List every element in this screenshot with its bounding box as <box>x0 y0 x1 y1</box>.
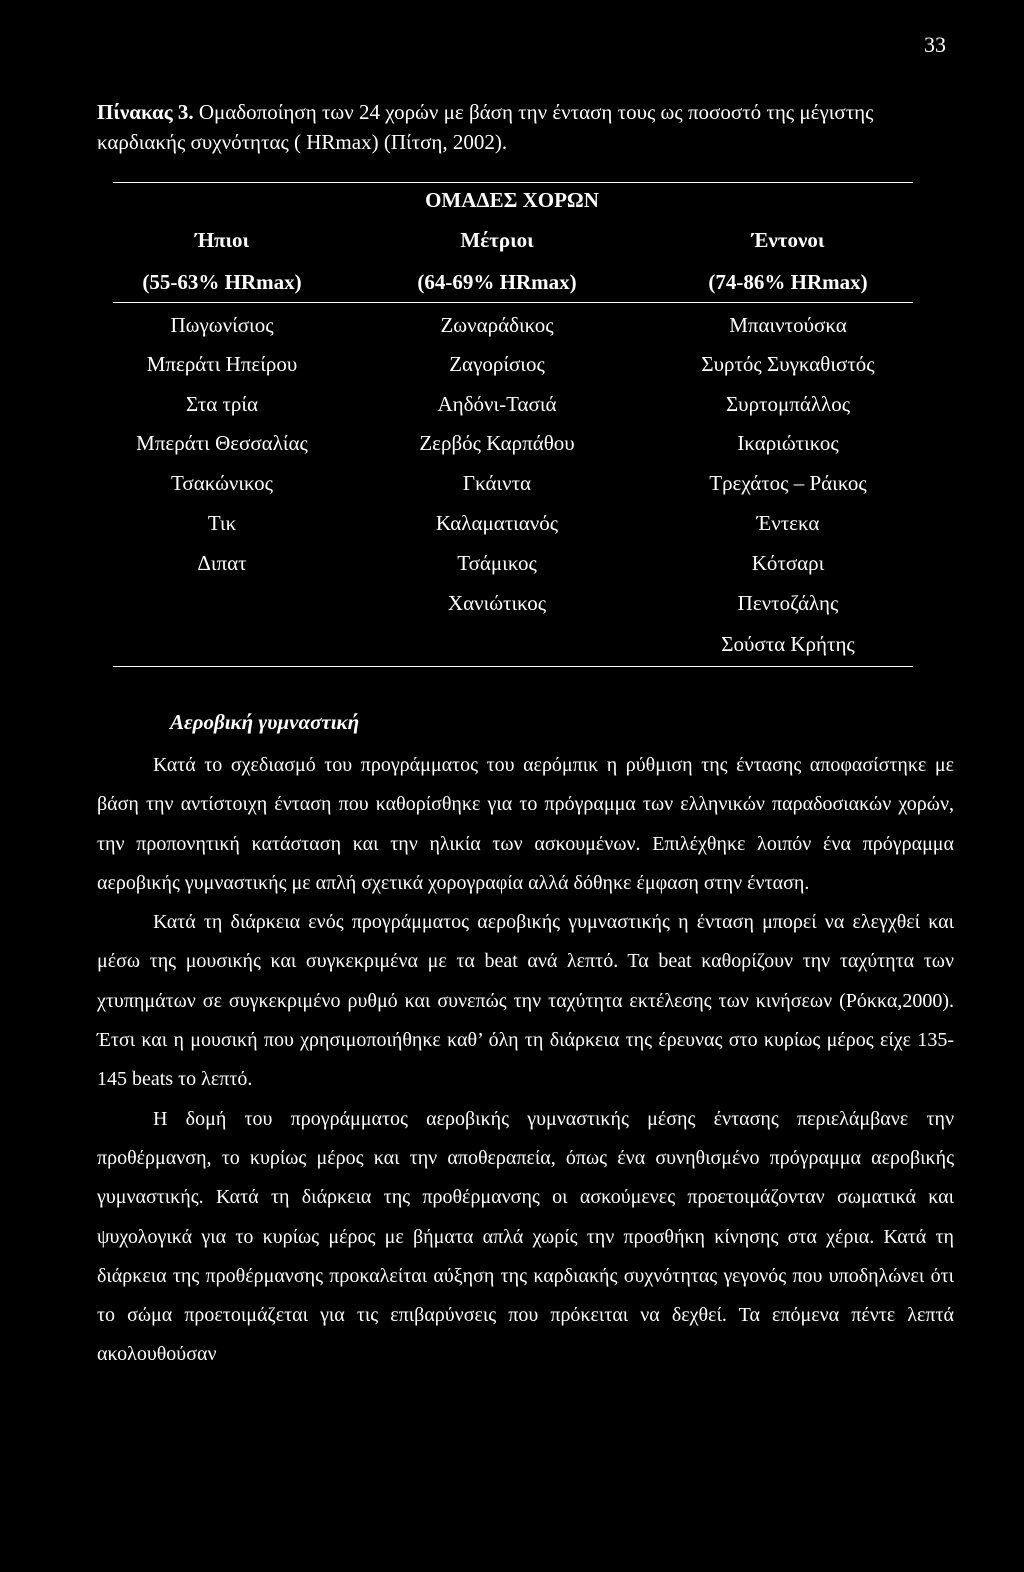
section-heading: Αεροβική γυμναστική <box>170 710 360 734</box>
column-range-mild: (55-63% HRmax) <box>142 270 302 294</box>
dance-cell: Διπατ <box>197 551 247 575</box>
table-top-rule <box>113 182 913 183</box>
table-group-header: ΟΜΑΔΕΣ ΧΟΡΩΝ <box>425 188 599 212</box>
column-range-intense: (74-86% HRmax) <box>708 270 868 294</box>
dance-cell: Τσακώνικος <box>170 471 274 495</box>
dance-cell: Πεντοζάλης <box>737 591 839 615</box>
dance-cell: Συρτός Συγκαθιστός <box>701 352 875 376</box>
dance-cell: Σούστα Κρήτης <box>721 632 855 656</box>
caption-label: Πίνακας 3. <box>97 100 194 124</box>
table-header-rule <box>113 302 913 303</box>
column-header-moderate: Μέτριοι <box>460 228 534 252</box>
paragraph: Η δομή του προγράμματος αεροβικής γυμναστικής μέσης έντασης περιελάμβανε την προθέρμανση, το κυρίως μέρος και την αποθεραπεία, όπως ένα συνηθισμένο πρόγραμμα αεροβικής γυμναστικής. Κατά τη διάρκεια της προθέρμανσης οι ασκούμενες προετοιμάζονταν σωματικά και ψυχολογικά για το κυρίως μέρος με βήματα απλά χωρίς την προσθήκη κίνησης στα χέρια. Κατά τη διάρκεια της προθέρμανσης προκαλείται αύξηση της καρδιακής συχνότητας γεγονός που υποδηλώνει ότι το σώμα προετοιμάζεται για τις επιβαρύνσεις που πρόκειται να δεχθεί. Τα επόμενα πέντε λεπτά ακολουθούσαν <box>97 1107 954 1366</box>
column-range-moderate: (64-69% HRmax) <box>417 270 577 294</box>
dance-cell: Ικαριώτικος <box>737 431 839 455</box>
dance-cell: Στα τρία <box>185 392 259 416</box>
dance-cell: Αηδόνι-Τασιά <box>437 392 557 416</box>
column-header-intense: Έντονοι <box>751 228 825 252</box>
paragraph: Κατά το σχεδιασμό του προγράμματος του αερόμπικ η ρύθμιση της έντασης αποφασίστηκε με βάση την αντίστοιχη ένταση που καθορίσθηκε για το πρόγραμμα των ελληνικών παραδοσιακών χορών, την προπονητική κατάσταση και την ηλικία των ασκουμένων. Επιλέχθηκε λοιπόν ένα πρόγραμμα αεροβικής γυμναστικής με απλή σχετικά χορογραφία αλλά δόθηκε έμφαση στην ένταση. <box>97 754 954 894</box>
dance-cell: Κότσαρι <box>751 551 825 575</box>
dance-cell: Ζερβός Καρπάθου <box>419 431 575 455</box>
dance-cell: Έντεκα <box>756 511 820 535</box>
table-caption <box>97 97 952 157</box>
table-bottom-rule <box>113 666 913 667</box>
dance-cell: Συρτομπάλλος <box>725 392 851 416</box>
paragraph: Κατά τη διάρκεια ενός προγράμματος αεροβικής γυμναστικής η ένταση μπορεί να ελεγχθεί και μέσω της μουσικής και συγκεκριμένα με τα beat ανά λεπτό. Τα beat καθορίζουν την ταχύτητα των χτυπημάτων σε συγκεκριμένο ρυθμό και συνεπώς την ταχύτητα εκτέλεσης των κινήσεων (Ρόκκα,2000). Έτσι και η μουσική που χρησιμοποιήθηκε καθ’ όλη τη διάρκεια της έρευνας στο κυρίως μέρος είχε 135-145 beats το λεπτό. <box>97 911 954 1091</box>
dance-cell: Καλαματιανός <box>435 511 559 535</box>
dance-cell: Μπεράτι Ηπείρου <box>146 352 298 376</box>
dance-cell: Μπαιντούσκα <box>729 313 847 337</box>
dance-cell: Τρεχάτος – Ράικος <box>709 471 867 495</box>
caption-text: Ομαδοποίηση των 24 χορών με βάση την ένταση τους ως ποσοστό της μέγιστης καρδιακής συχνότητας ( HRmax) (Πίτση, 2002). <box>97 100 874 154</box>
dance-cell: Μπεράτι Θεσσαλίας <box>136 431 308 455</box>
dance-cell: Πωγωνίσιος <box>170 313 274 337</box>
dance-cell: Γκάιντα <box>462 471 532 495</box>
dance-cell: Ζαγορίσιος <box>449 352 545 376</box>
dance-cell: Τικ <box>207 511 237 535</box>
page-number: 33 <box>924 32 946 57</box>
dance-cell: Ζωναράδικος <box>440 313 554 337</box>
dance-cell: Τσάμικος <box>457 551 537 575</box>
body-text <box>97 746 954 1375</box>
dance-cell: Χανιώτικος <box>447 591 547 615</box>
column-header-mild: Ήπιοι <box>194 228 250 252</box>
